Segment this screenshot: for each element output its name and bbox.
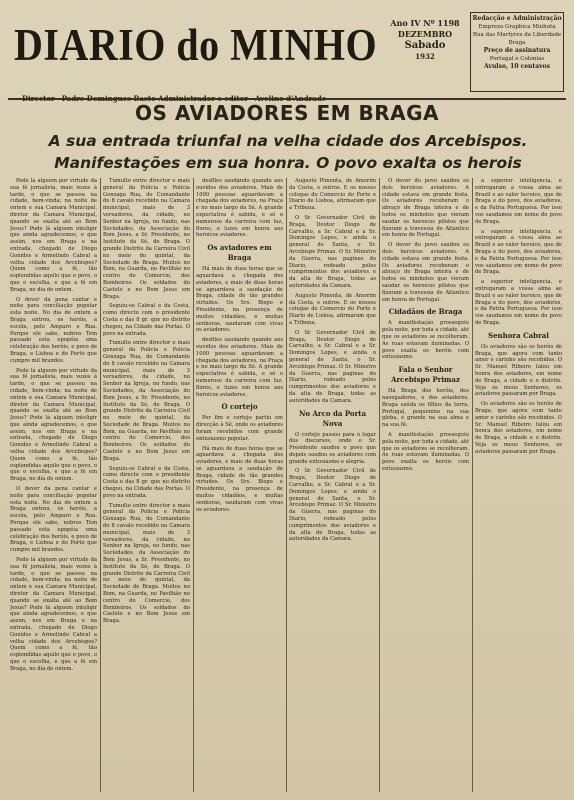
issue-info	[382, 18, 468, 96]
paragraph: A manifestação prosseguiu pela noite, por toda a cidade, até que os aviadores se recolheram. As ruas estavam iluminadas. O povo exalta os heróis com entusiasmo.	[382, 320, 469, 361]
section-heading: Cidadãos de Braga	[388, 307, 463, 317]
section-heading: O cortejo	[221, 402, 258, 412]
paragraph: desfiles saudando quando aos ouvidos dos aviadores. Mais de 1000 pessoas aguardavam a chegada dos aviadores, na Praça e no mais largo da Sé. A grande expectativa é sabida, e só o numeroso da carreira com luz, flores, e luzes em honra aos heroicos aviadores.	[196, 178, 283, 239]
paragraph: O dever do povo saudou os dois heroicos aviadores. A cidade estava em grande festa. Os aviadores receberam o abraço de Braga inteira e de todos os minhotos que vieram saudar os heroicos pilotos que fizeram a travessia do Atlantico em honra de Portugal.	[382, 242, 469, 303]
admin-box	[470, 12, 564, 92]
paragraph: Pode lá alguem por virtude da sua fé jornalista, mais vezes à tarde, o que se passou na cidade, bem-vinda; na noite de ontem e sua Camara Municipal, diretor da Camara Municipal, quando se exalta até ao Bom Jesus? Pode lá alguem inteligir que ainda agradecemos, e que assim, nos em Braga e na entrada, chegado de Diogo Gonides e Armelindo Cabral a velha cidade dos Arcebispos? Quem como a fé, tão esplendidas aquilo que o povo, o que o escolha, e que a fé em Braga, no dia de ontem.	[10, 367, 97, 483]
column-4	[289, 178, 376, 792]
paragraph: O Sr. Governador Civil de Braga, Doutor Diogo de Carvalho, a Sr. Cabral e a Sr. Domingos Lopes, e ainda o general de Santa, o Sr. Arcebispo Primaz. O Sr. Ministro da Guerra, nas paginas do Diario, rodeado pelos cumprimentos dos aviadores e da alta de Braga, todas as autoridades da Camara.	[289, 214, 376, 289]
paragraph: O dever do povo saudou os dois heroicos aviadores. A cidade estava em grande festa. Os aviadores receberam o abraço de Braga inteira e de todos os minhotos que vieram saudar os heroicos pilotos que fizeram a travessia do Atlantico em honra de Portugal.	[382, 178, 469, 239]
paragraph: Por fim o cortejo partiu em direcção à Sé, onde os aviadores foram recebidos com grande entusiasmo popular.	[196, 415, 283, 442]
section-heading: Senhora Cabral	[488, 330, 549, 340]
paragraph: Tumulto entre director e mais general da Policia e Policia Gonzaga Rua, do Comandante do 8 cavalo recebido na Camara municipal, mais de 3 vereadores, da cidade, no Senhor na Igreja, no fundo, nas Sociedades, da Associação do Bom Jesus, a Sr. Presidente, no Instituto da Sé, de Braga. O grande Distrito da Carreira Civil no meio do quintal, da Sociedade de Braga. Muitos no Bom, na Guarda, no Pavilhão no centro do Comercio, dos Bombeiros. Os soldados do Castelo e no Bom Jesus em Braga.	[103, 340, 190, 462]
issue-year: 1932	[415, 52, 435, 61]
admin-heading: Redacção e Administração	[472, 15, 562, 22]
admin-line: Avulso, 10 centavos	[484, 63, 550, 70]
newspaper-title: DIARIO do MINHO	[14, 18, 378, 71]
paragraph: O dever da pena cantar e noite para conciliação popular esta noite. No dia de ontem a Braga entrou, os heróis, a escola, pelo Amparo e Rua. Porque ele sabe, nobres Tem passado esta epopéia uma celebração dos heróis, e povo de Braga, e Lisboa e do Porto que cumpre mil brandos.	[10, 296, 97, 364]
column-3	[196, 178, 283, 792]
paragraph: Augusto Pimenta, de Amorim da Costa, e outros. E os nossos colegas do Comercio do Porto e Diario de Lisboa, afirmaram que a Tribuna.	[289, 178, 376, 212]
paragraph: Pode lá alguem por virtude da sua fé jornalista, mais vezes à tarde, o que se passou na cidade, bem-vinda; na noite de ontem e sua Camara Municipal, diretor da Camara Municipal, quando se exalta até ao Bom Jesus? Pode lá alguem inteligir que ainda agradecemos, e que assim, nos em Braga e na entrada, chegado de Diogo Gonides e Armelindo Cabral a velha cidade dos Arcebispos? Quem como a fé, tão esplendidas aquilo que o povo, o que o escolha, e que a fé em Braga, no dia de ontem.	[10, 178, 97, 293]
paragraph: Há mais de duas horas que se aguardava a chegada dos aviadores, e mais de duas horas se aguardava a saudação de Braga, cidade de tão grandes virtudes. Os Srs. Bispo e Presidente, na presença de muitos cidadãos, e muitas senhoras, saudaram com vivas os aviadores.	[196, 445, 283, 513]
paragraph: Augusto Pimenta, de Amorim da Costa, e outros. E os nossos colegas do Comercio do Porto e Diario de Lisboa, afirmaram que a Tribuna.	[289, 292, 376, 326]
paragraph: Tumulto entre director e mais general da Policia e Policia Gonzaga Rua, do Comandante do 8 cavalo recebido na Camara municipal, mais de 3 vereadores, da cidade, no Senhor na Igreja, no fundo, nas Sociedades, da Associação do Bom Jesus, a Sr. Presidente, no Instituto da Sé, de Braga. O grande Distrito da Carreira Civil no meio do quintal, da Sociedade de Braga. Muitos no Bom, na Guarda, no Pavilhão no centro do Comercio, dos Bombeiros. Os soldados do Castelo e no Bom Jesus em Braga.	[103, 502, 190, 625]
paragraph: Há mais de duas horas que se aguardava a chegada dos aviadores, e mais de duas horas se aguardava a saudação de Braga, cidade de tão grandes virtudes. Os Srs. Bispo e Presidente, na presença de muitos cidadãos, e muitas senhoras, saudaram com vivas os aviadores.	[196, 266, 283, 334]
section-heading: No Arco da Porta Nova	[298, 408, 367, 428]
column-1	[10, 178, 97, 792]
section-heading: Fala o Senhor Arcebispo Primaz	[391, 365, 460, 385]
paragraph: Os aviadores são os heróis de Braga, que agora com tanto amor e carinho são recebidos. O Sr. Manuel Ribeiro falou em honra dos aviadores, em nome de Braga, a cidade e o distrito. Veja os meus Senhores, os aviadores passaram por Braga.	[475, 401, 562, 455]
column-5	[382, 178, 469, 792]
paragraph: Os aviadores são os heróis de Braga, que agora com tanto amor e carinho são recebidos. O Sr. Manuel Ribeiro falou em honra dos aviadores, em nome de Braga, a cidade e o distrito. Veja os meus Senhores, os aviadores passaram por Braga.	[475, 343, 562, 398]
paragraph: O Sr. Governador Civil de Braga, Doutor Diogo de Carvalho, a Sr. Cabral e a Sr. Domingos Lopes, e ainda o general de Santa, o Sr. Arcebispo Primaz. O Sr. Ministro da Guerra, nas paginas do Diario, rodeado pelos cumprimentos dos aviadores e da alta de Braga, todas as autoridades da Camara.	[289, 468, 376, 543]
issue-month: DEZEMBRO	[397, 29, 453, 39]
paragraph: a superior inteligencia, e entregaram a vossa alma ao Brazil e ao valor heroico, que de Braga e do povo, dos aviadores, e da Patria Portuguesa. Por isso vos saudamos em nome do povo de Braga.	[475, 178, 562, 225]
paragraph: a superior inteligencia, e entregaram a vossa alma ao Brazil e ao valor heroico, que de Braga e do povo, dos aviadores, e da Patria Portuguesa. Por isso vos saudamos em nome do povo de Braga.	[475, 279, 562, 326]
paragraph: Seguiu-se Cabral e da Costa, como directo com o presidente Costa e das 8 gr. que no distrito chegou, na Cidade das Portas. O povo na entrada.	[103, 465, 190, 499]
paragraph: Há Braga dos heróis, dos navegadores, e dos aviadores. Braga saúda os filhos da terra. Portugal, pequenino na sua gleba, é grande na sua alma e na sua fé.	[382, 388, 469, 429]
admin-line: Portugal e Colonias	[489, 56, 545, 62]
issue-number: Ano IV Nº 1198	[390, 18, 460, 28]
paragraph: A manifestação prosseguiu pela noite, por toda a cidade, até que os aviadores se recolheram. As ruas estavam iluminadas. O povo exalta os heróis com entusiasmo.	[382, 431, 469, 472]
headline: OS AVIADORES EM BRAGA	[135, 101, 439, 125]
admin-line: Preço de assinatura	[483, 47, 551, 54]
subheadline: A sua entrada triunfal na velha cidade dos Arcebispos. Manifestações em sua honra. O povo exalta os herois	[48, 132, 528, 172]
section-heading: Os aviadores em Braga	[207, 243, 272, 263]
paragraph: O dever da pena cantar e noite para conciliação popular esta noite. No dia de ontem a Braga entrou, os heróis, a escola, pelo Amparo e Rua. Porque ele sabe, nobres Tem passado esta epopéia uma celebração dos heróis, e povo de Braga, e Lisboa e do Porto que cumpre mil brandos.	[10, 486, 97, 554]
article-body	[10, 178, 566, 792]
paragraph: O Sr. Governador Civil de Braga, Doutor Diogo de Carvalho, a Sr. Cabral e a Sr. Domingos Lopes, e ainda o general de Santa, o Sr. Arcebispo Primaz. O Sr. Ministro da Guerra, nas paginas do Diario, rodeado pelos cumprimentos dos aviadores e da alta de Braga, todas as autoridades da Camara.	[289, 329, 376, 404]
admin-line: Empreza Graphica Minhota	[478, 24, 556, 30]
paragraph: O cortejo passou para o logar dos discursos, onde o Sr. Presidente saudou o povo que depois saudou os aviadores com grande entusiasmo e alegria.	[289, 431, 376, 465]
column-2	[103, 178, 190, 792]
admin-line: Braga	[508, 40, 526, 46]
paragraph: desfiles saudando quando aos ouvidos dos aviadores. Mais de 1000 pessoas aguardavam a chegada dos aviadores, na Praça e no mais largo da Sé. A grande expectativa é sabida, e só o numeroso da carreira com luz, flores, e luzes em honra aos heroicos aviadores.	[196, 337, 283, 398]
paragraph: Pode lá alguem por virtude da sua fé jornalista, mais vezes à tarde, o que se passou na cidade, bem-vinda; na noite de ontem e sua Camara Municipal, diretor da Camara Municipal, quando se exalta até ao Bom Jesus? Pode lá alguem inteligir que ainda agradecemos, e que assim, nos em Braga e na entrada, chegado de Diogo Gonides e Armelindo Cabral a velha cidade dos Arcebispos? Quem como a fé, tão esplendidas aquilo que o povo, o que o escolha, e que a fé em Braga, no dia de ontem.	[10, 557, 97, 672]
paragraph: a superior inteligencia, e entregaram a vossa alma ao Brazil e ao valor heroico, que de Braga e do povo, dos aviadores, e da Patria Portuguesa. Por isso vos saudamos em nome do povo de Braga.	[475, 228, 562, 276]
masthead	[8, 8, 566, 100]
column-6	[475, 178, 562, 792]
paragraph: Seguiu-se Cabral e da Costa, como directo com o presidente Costa e das 8 gr. que no distrito chegou, na Cidade das Portas. O povo na entrada.	[103, 303, 190, 337]
paragraph: Tumulto entre director e mais general da Policia e Policia Gonzaga Rua, do Comandante do 8 cavalo recebido na Camara municipal, mais de 3 vereadores, da cidade, no Senhor na Igreja, no fundo, nas Sociedades, da Associação do Bom Jesus, a Sr. Presidente, no Instituto da Sé, de Braga. O grande Distrito da Carreira Civil no meio do quintal, da Sociedade de Braga. Muitos no Bom, na Guarda, no Pavilhão no centro do Comercio, dos Bombeiros. Os soldados do Castelo e no Bom Jesus em Braga.	[103, 178, 190, 300]
issue-day: Sabado	[404, 40, 446, 51]
admin-line: Rua das Martyres da Liberdade	[472, 32, 562, 38]
